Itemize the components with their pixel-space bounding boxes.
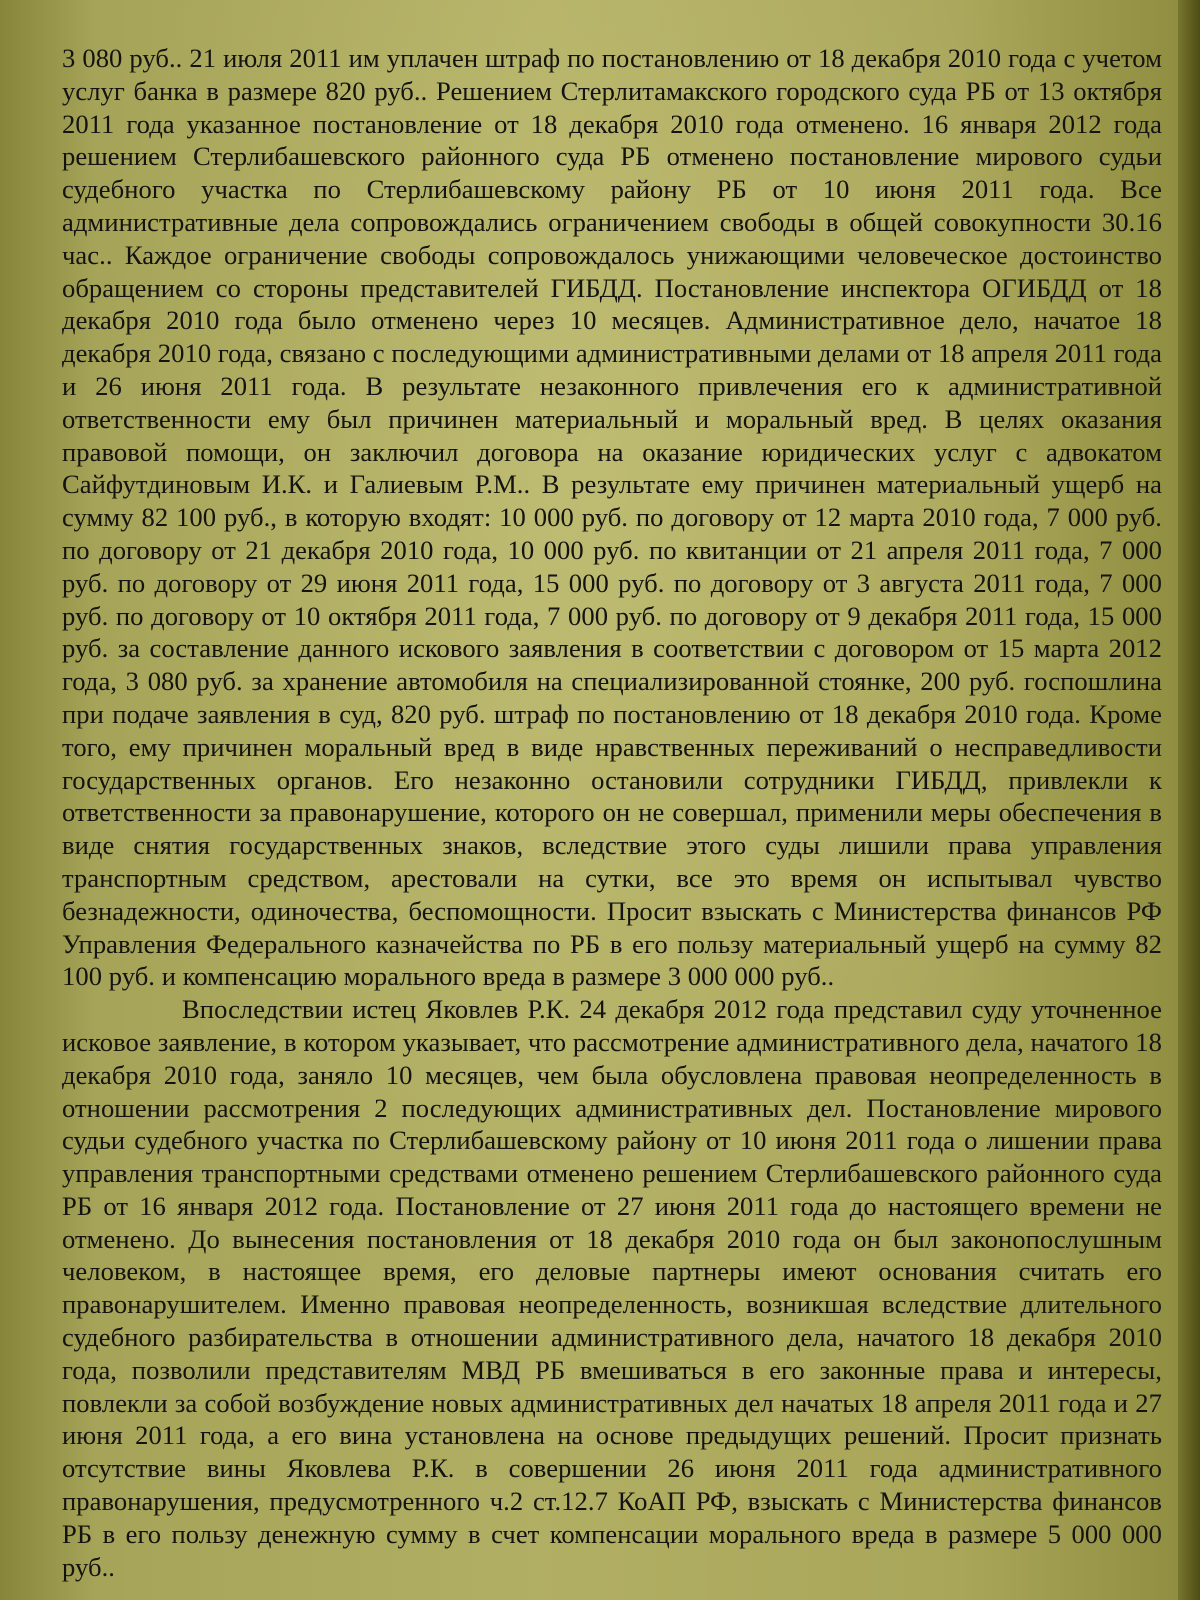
paragraph-clarified-claim: Впоследствии истец Яковлев Р.К. 24 декабря 2012 года представил суду уточненное исковое заявление, в котором указывает, что рассмотрение административного дела, начатого 18 декабря 2010 года, заняло 10 месяцев, чем была обусловлена правовая неопределенность в отношении рассмотрения 2 последующих административных дел. Постановление мирового судьи судебного участка по Стерлибашевскому району от 10 июня 2011 года о лишении права управления транспортными средствами отменено решением Стерлибашевского районного суда РБ от 16 января 2012 года. Постановление от 27 июня 2011 года до настоящего времени не отменено. До вынесения постановления от 18 декабря 2010 года он был законопослушным человеком, в настоящее время, его деловые партнеры имеют основания считать его правонарушителем. Именно правовая неопределенность, возникшая вследствие длительного судебного разбирательства в отношении административного дела, начатого 18 декабря 2010 года, позволили представителям МВД РБ вмешиваться в его законные права и интересы, повлекли за собой возбуждение новых административных дел начатых 18 апреля 2011 года и 27 июня 2011 года, а его вина установлена на основе предыдущих решений. Просит признать отсутствие вины Яковлева Р.К. в совершении 26 июня 2011 года административного правонарушения, предусмотренного ч.2 ст.12.7 КоАП РФ, взыскать с Министерства финансов РБ в его пользу денежную сумму в счет компенсации морального вреда в размере 5 000 000 руб.. [62, 994, 1162, 1582]
document-body [62, 42, 1162, 1583]
paragraph-claim-details: 3 080 руб.. 21 июля 2011 им уплачен штраф по постановлению от 18 декабря 2010 года с учетом услуг банка в размере 820 руб.. Решением Стерлитамакского городского суда РБ от 13 октября 2011 года указанное постановление от 18 декабря 2010 года отменено. 16 января 2012 года решением Стерлибашевского районного суда РБ отменено постановление мирового судьи судебного участка по Стерлибашевскому району РБ от 10 июня 2011 года. Все административные дела сопровождались ограничением свободы в общей совокупности 30.16 час.. Каждое ограничение свободы сопровождалось унижающими человеческое достоинство обращением со стороны представителей ГИБДД. Постановление инспектора ОГИБДД от 18 декабря 2010 года было отменено через 10 месяцев. Административное дело, начатое 18 декабря 2010 года, связано с последующими административными делами от 18 апреля 2011 года и 26 июня 2011 года. В результате незаконного привлечения его к административной ответственности ему был причинен материальный и моральный вред. В целях оказания правовой помощи, он заключил договора на оказание юридических услуг с адвокатом Сайфутдиновым И.К. и Галиевым Р.М.. В результате ему причинен материальный ущерб на сумму 82 100 руб., в которую входят: 10 000 руб. по договору от 12 марта 2010 года, 7 000 руб. по договору от 21 декабря 2010 года, 10 000 руб. по квитанции от 21 апреля 2011 года, 7 000 руб. по договору от 29 июня 2011 года, 15 000 руб. по договору от 3 августа 2011 года, 7 000 руб. по договору от 10 октября 2011 года, 7 000 руб. по договору от 9 декабря 2011 года, 15 000 руб. за составление данного искового заявления в соответствии с договором от 15 марта 2012 года, 3 080 руб. за хранение автомобиля на специализированной стоянке, 200 руб. госпошлина при подаче заявления в суд, 820 руб. штраф по постановлению от 18 декабря 2010 года. Кроме того, ему причинен моральный вред в виде нравственных переживаний о несправедливости государственных органов. Его незаконно остановили сотрудники ГИБДД, привлекли к ответственности за правонарушение, которого он не совершал, применили меры обеспечения в виде снятия государственных знаков, вследствие этого суды лишили права управления транспортным средством, арестовали на сутки, все это время он испытывал чувство безнадежности, одиночества, беспомощности. Просит взыскать с Министерства финансов РФ Управления Федерального казначейства по РБ в его пользу материальный ущерб на сумму 82 100 руб. и компенсацию морального вреда в размере 3 000 000 руб.. [62, 43, 1162, 992]
page-edge [1178, 0, 1200, 1600]
